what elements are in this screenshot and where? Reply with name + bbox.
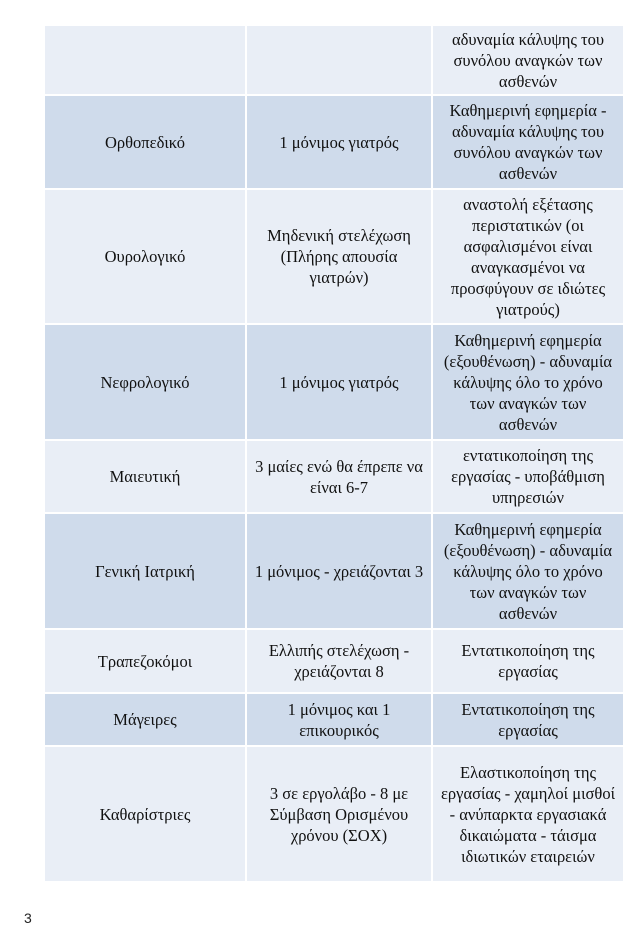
staffing-table — [43, 24, 625, 883]
problem-cell: Καθημερινή εφημερία (εξουθένωση) - αδυναμία κάλυψης όλο το χρόνο των αναγκών των ασθενών — [433, 514, 623, 628]
table-row — [45, 694, 623, 745]
staffing-cell: 1 μόνιμος και 1 επικουρικός — [247, 694, 431, 745]
table-row — [45, 26, 623, 94]
department-cell: Γενική Ιατρική — [45, 514, 245, 628]
staffing-cell: Μηδενική στελέχωση (Πλήρης απουσία γιατρών) — [247, 190, 431, 323]
table-row — [45, 441, 623, 512]
staffing-cell: 1 μόνιμος - χρειάζονται 3 — [247, 514, 431, 628]
staffing-cell: Ελλιπής στελέχωση - χρειάζονται 8 — [247, 630, 431, 692]
department-cell — [45, 26, 245, 94]
staffing-cell: 3 σε εργολάβο - 8 με Σύμβαση Ορισμένου χρόνου (ΣΟΧ) — [247, 747, 431, 881]
table-row — [45, 96, 623, 188]
problem-cell: αδυναμία κάλυψης του συνόλου αναγκών των ασθενών — [433, 26, 623, 94]
department-cell: Ορθοπεδικό — [45, 96, 245, 188]
department-cell: Καθαρίστριες — [45, 747, 245, 881]
problem-cell: Καθημερινή εφημερία - αδυναμία κάλυψης του συνόλου αναγκών των ασθενών — [433, 96, 623, 188]
problem-cell: εντατικοποίηση της εργασίας - υποβάθμιση υπηρεσιών — [433, 441, 623, 512]
staffing-cell — [247, 26, 431, 94]
problem-cell: αναστολή εξέτασης περιστατικών (οι ασφαλισμένοι είναι αναγκασμένοι να προσφύγουν σε ιδιώτες γιατρούς) — [433, 190, 623, 323]
page-number: 3 — [24, 910, 32, 926]
staffing-cell: 1 μόνιμος γιατρός — [247, 325, 431, 439]
table-row — [45, 190, 623, 323]
department-cell: Μαιευτική — [45, 441, 245, 512]
problem-cell: Εντατικοποίηση της εργασίας — [433, 694, 623, 745]
problem-cell: Καθημερινή εφημερία (εξουθένωση) - αδυναμία κάλυψης όλο το χρόνο των αναγκών των ασθενών — [433, 325, 623, 439]
department-cell: Νεφρολογικό — [45, 325, 245, 439]
department-cell: Ουρολογικό — [45, 190, 245, 323]
department-cell: Μάγειρες — [45, 694, 245, 745]
problem-cell: Ελαστικοποίηση της εργασίας - χαμηλοί μισθοί - ανύπαρκτα εργασιακά δικαιώματα - τάισμα ιδιωτικών εταιρειών — [433, 747, 623, 881]
table-row — [45, 514, 623, 628]
problem-cell: Εντατικοποίηση της εργασίας — [433, 630, 623, 692]
table-row — [45, 325, 623, 439]
table-row — [45, 747, 623, 881]
staffing-cell: 3 μαίες ενώ θα έπρεπε να είναι 6-7 — [247, 441, 431, 512]
table-row — [45, 630, 623, 692]
staffing-cell: 1 μόνιμος γιατρός — [247, 96, 431, 188]
department-cell: Τραπεζοκόμοι — [45, 630, 245, 692]
